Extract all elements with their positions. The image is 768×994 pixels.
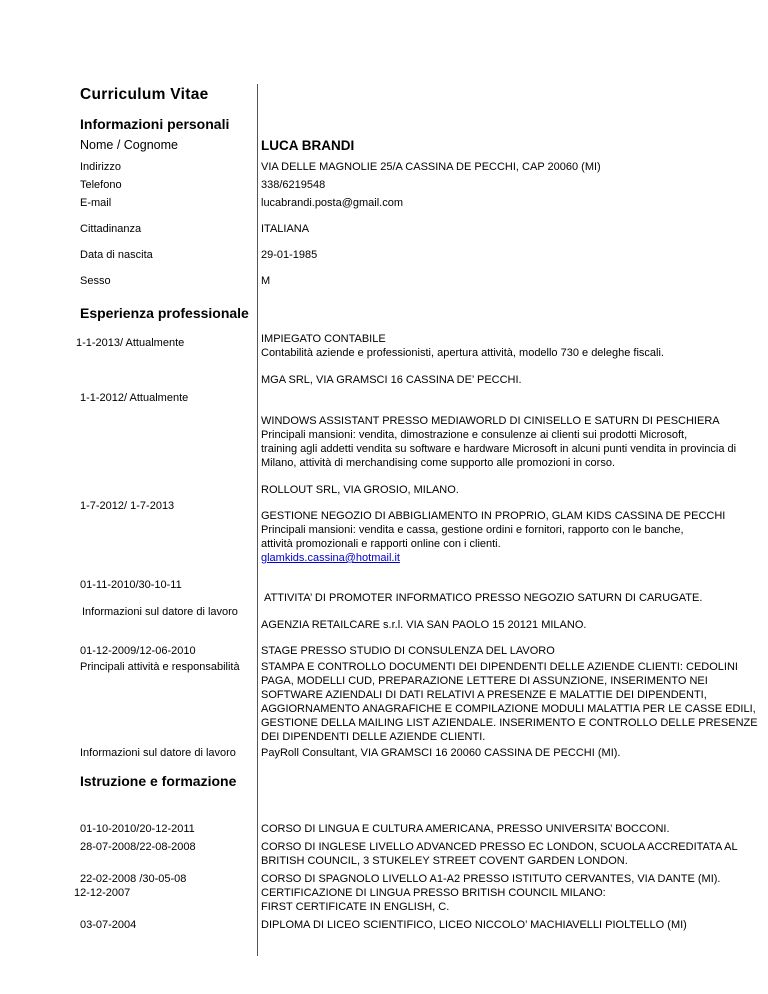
experience-3-desc-line2: attività promozionali e rapporti online con i clienti.: [261, 538, 501, 550]
cv-title: Curriculum Vitae: [80, 86, 209, 103]
experience-5-resp-line2: PAGA, MODELLI CUD, PREPARAZIONE LETTERE DI ASSUNZIONE, INSERIMENTO NEI: [261, 675, 708, 687]
sex-value: M: [261, 275, 271, 287]
education-4-date: 12-12-2007: [74, 887, 131, 899]
section-heading-education: Istruzione e formazione: [80, 773, 237, 789]
education-2-text-line2: BRITISH COUNCIL, 3 STUKELEY STREET COVENT GARDEN LONDON.: [261, 855, 628, 867]
education-2-date: 28-07-2008/22-08-2008: [80, 841, 196, 853]
experience-2-employer: ROLLOUT SRL, VIA GROSIO, MILANO.: [261, 484, 459, 496]
experience-2-date: 1-1-2012/ Attualmente: [80, 392, 189, 404]
experience-1-title: IMPIEGATO CONTABILE: [261, 333, 386, 345]
email-label: E-mail: [80, 197, 112, 209]
column-divider: [257, 84, 258, 956]
address-label: Indirizzo: [80, 161, 121, 173]
education-1-date: 01-10-2010/20-12-2011: [80, 823, 195, 835]
experience-5-resp-line1: STAMPA E CONTROLLO DOCUMENTI DEI DIPENDENTI DELLE AZIENDE CLIENTI: CEDOLINI: [261, 661, 738, 673]
experience-5-employer: PayRoll Consultant, VIA GRAMSCI 16 20060 CASSINA DE PECCHI (MI).: [261, 747, 621, 759]
name-value: LUCA BRANDI: [261, 138, 355, 153]
education-4-text-line2: FIRST CERTIFICATE IN ENGLISH, C.: [261, 901, 450, 913]
education-4-text-line1: CERTIFICAZIONE DI LINGUA PRESSO BRITISH COUNCIL MILANO:: [261, 887, 606, 899]
phone-value: 338/6219548: [261, 179, 326, 191]
experience-4-date: 01-11-2010/30-10-11: [80, 579, 182, 591]
education-5-date: 03-07-2004: [80, 919, 137, 931]
experience-5-resp-line3: SOFTWARE AZIENDALI DI DATI RELATIVI A PRESENZE E MALATTIE DEI DIPENDENTI,: [261, 689, 707, 701]
experience-5-title: STAGE PRESSO STUDIO DI CONSULENZA DEL LAVORO: [261, 645, 555, 657]
experience-2-desc-line3: Milano, attività di merchandising come supporto alle promozioni in corso.: [261, 457, 616, 469]
citizenship-label: Cittadinanza: [80, 223, 142, 235]
education-3-text: CORSO DI SPAGNOLO LIVELLO A1-A2 PRESSO ISTITUTO CERVANTES, VIA DANTE (MI).: [261, 873, 721, 885]
experience-1-employer: MGA SRL, VIA GRAMSCI 16 CASSINA DE’ PECCHI.: [261, 374, 522, 386]
section-heading-personal: Informazioni personali: [80, 116, 230, 132]
experience-3-title: GESTIONE NEGOZIO DI ABBIGLIAMENTO IN PROPRIO, GLAM KIDS CASSINA DE PECCHI: [261, 510, 726, 522]
experience-5-resp-line4: AGGIORNAMENTO ANAGRAFICHE E COMPILAZIONE MODULI MALATTIA PER LE CASSE EDILI,: [261, 703, 756, 715]
experience-5-resp-line5: GESTIONE DELLA MAILING LIST AZIENDALE. INSERIMENTO E CONTROLLO DELLE PRESENZE: [261, 717, 758, 729]
education-5-text: DIPLOMA DI LICEO SCIENTIFICO, LICEO NICCOLO’ MACHIAVELLI PIOLTELLO (MI): [261, 919, 687, 931]
experience-5-responsibilities-label: Principali attività e responsabilità: [80, 661, 240, 673]
address-value: VIA DELLE MAGNOLIE 25/A CASSINA DE PECCHI, CAP 20060 (MI): [261, 161, 601, 173]
name-label: Nome / Cognome: [80, 138, 178, 152]
email-value: lucabrandi.posta@gmail.com: [261, 197, 404, 209]
experience-2-desc-line2: training agli addetti vendita su software e hardware Microsoft in alcuni punti vendita in provincia di: [261, 443, 737, 455]
education-2-text-line1: CORSO DI INGLESE LIVELLO ADVANCED PRESSO EC LONDON, SCUOLA ACCREDITATA AL: [261, 841, 738, 853]
experience-1-date: 1-1-2013/ Attualmente: [76, 337, 185, 349]
birth-date-label: Data di nascita: [80, 249, 153, 261]
section-heading-experience: Esperienza professionale: [80, 305, 249, 321]
experience-4-title: ATTIVITA’ DI PROMOTER INFORMATICO PRESSO NEGOZIO SATURN DI CARUGATE.: [264, 592, 703, 604]
experience-3-desc-line1: Principali mansioni: vendita e cassa, gestione ordini e fornitori, rapporto con le banche,: [261, 524, 684, 536]
experience-3-email-link[interactable]: glamkids.cassina@hotmail.it: [261, 552, 400, 564]
birth-date-value: 29-01-1985: [261, 249, 318, 261]
phone-label: Telefono: [80, 179, 122, 191]
citizenship-value: ITALIANA: [261, 223, 310, 235]
experience-5-resp-line6: DEI DIPENDENTI DELLE AZIENDE CLIENTI.: [261, 731, 486, 743]
experience-1-description: Contabilità aziende e professionisti, apertura attività, modello 730 e deleghe fiscali.: [261, 347, 664, 359]
experience-4-employer-label: Informazioni sul datore di lavoro: [82, 606, 238, 618]
experience-2-title: WINDOWS ASSISTANT PRESSO MEDIAWORLD DI CINISELLO E SATURN DI PESCHIERA: [261, 415, 720, 427]
experience-4-employer: AGENZIA RETAILCARE s.r.l. VIA SAN PAOLO 15 20121 MILANO.: [261, 619, 587, 631]
experience-2-desc-line1: Principali mansioni: vendita, dimostrazione e consulenze ai clienti sui prodotti Microsoft,: [261, 429, 688, 441]
education-1-text: CORSO DI LINGUA E CULTURA AMERICANA, PRESSO UNIVERSITA’ BOCCONI.: [261, 823, 670, 835]
experience-5-date: 01-12-2009/12-06-2010: [80, 645, 196, 657]
experience-5-employer-label: Informazioni sul datore di lavoro: [80, 747, 236, 759]
sex-label: Sesso: [80, 275, 111, 287]
education-3-date: 22-02-2008 /30-05-08: [80, 873, 187, 885]
experience-3-date: 1-7-2012/ 1-7-2013: [80, 500, 175, 512]
